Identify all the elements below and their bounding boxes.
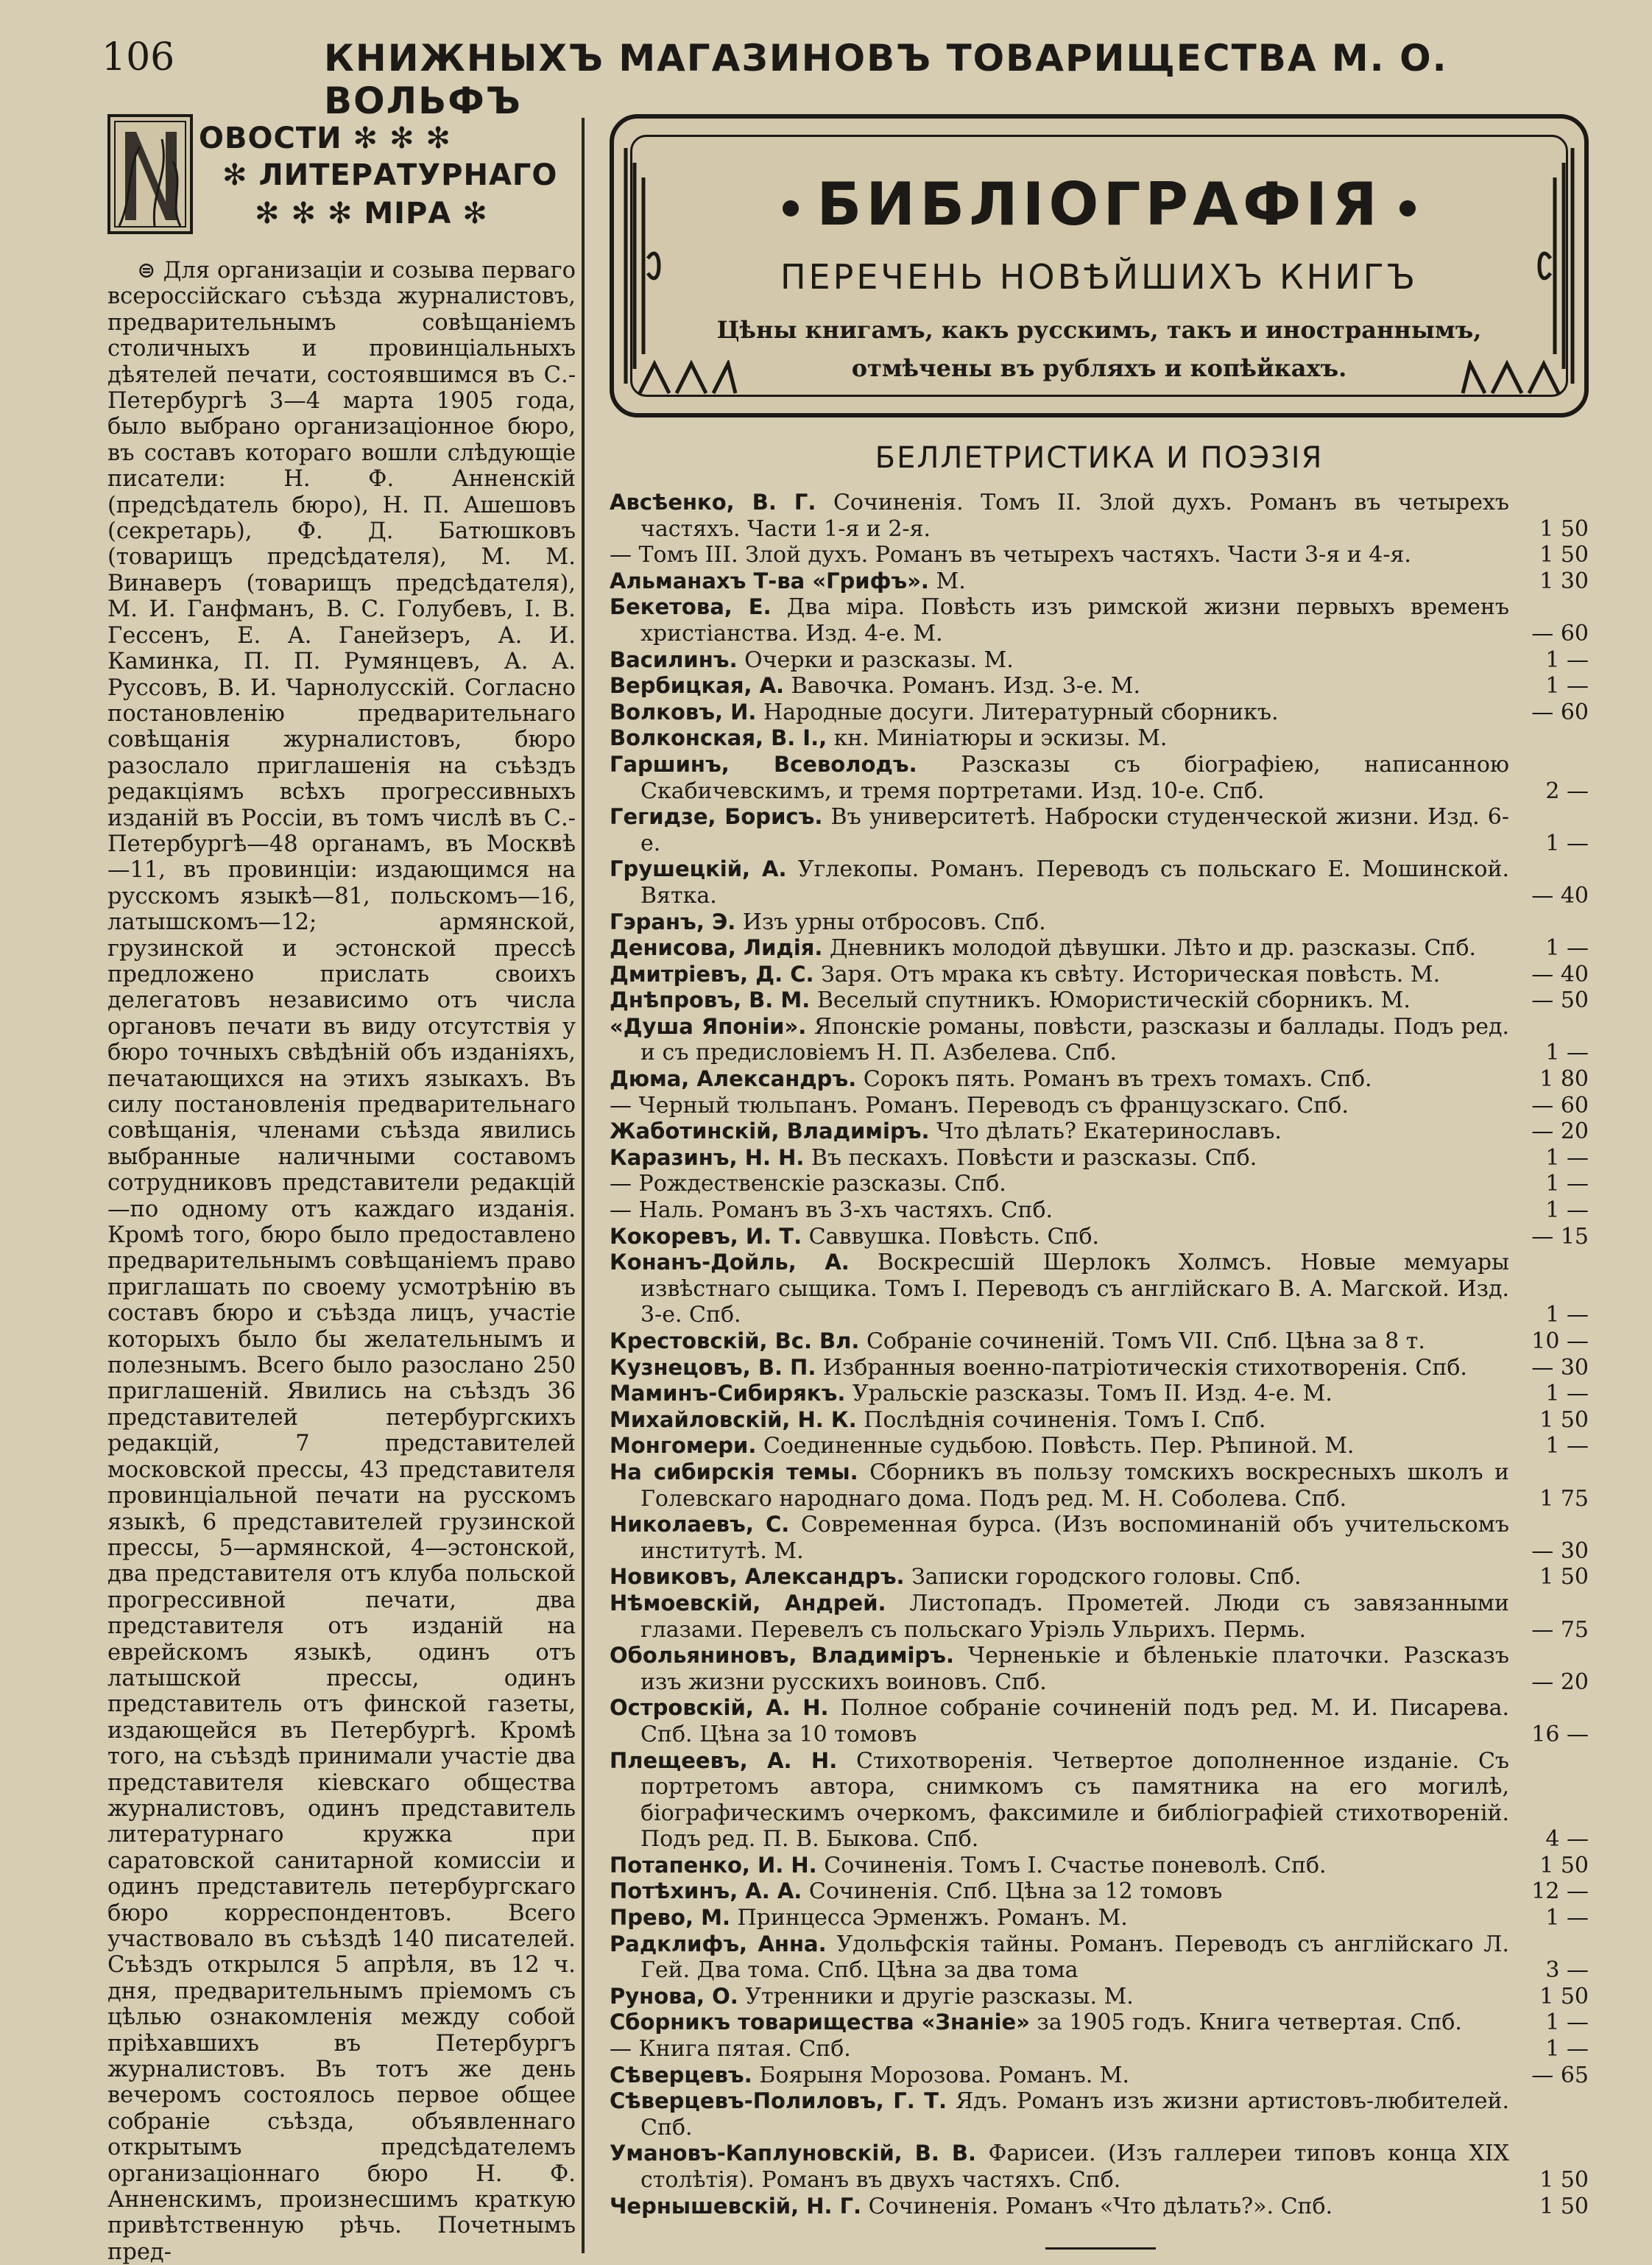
- book-entry: [610, 1591, 1589, 1643]
- book-description: — Книга пятая. Спб.: [610, 2036, 851, 2063]
- book-entry: [610, 1984, 1589, 2010]
- book-description: Заря. Отъ мрака къ свѣту. Историческая повѣсть. М.: [813, 961, 1441, 987]
- book-entry-text: [610, 962, 1509, 988]
- book-entry-text: [610, 2141, 1509, 2193]
- book-description: Соединенные судьбою. Повѣсть. Пер. Рѣпиной. М.: [756, 1433, 1355, 1459]
- bottom-rule: [1045, 2247, 1156, 2250]
- book-author: Маминъ-Сибирякъ.: [610, 1381, 846, 1406]
- book-description: Стихотворенія. Четвертое дополненное изданіе. Съ портретомъ автора, снимкомъ съ памятника на его могилѣ, біографическимъ очеркомъ, факсимиле и библіографіей стихотвореній. Подъ ред. П. В. Быкова. Спб.: [640, 1747, 1509, 1853]
- book-price: 1 —: [1545, 647, 1589, 673]
- book-entry: [610, 1355, 1589, 1381]
- book-entry-text: [610, 909, 1509, 936]
- book-author: Денисова, Лидія.: [610, 935, 823, 961]
- book-entry: [610, 594, 1589, 647]
- book-entry: [610, 1748, 1589, 1853]
- book-price: 1 —: [1545, 1381, 1589, 1407]
- book-entry-text: [610, 1984, 1509, 2010]
- book-entry-text: [610, 673, 1509, 700]
- book-author: Михайловскій, Н. К.: [610, 1406, 857, 1432]
- book-author: Сѣверцевъ.: [610, 2062, 752, 2088]
- book-price: — 20: [1531, 1669, 1589, 1695]
- book-price: 1 50: [1539, 1564, 1589, 1591]
- book-entry: [610, 1119, 1589, 1145]
- book-price: 1 —: [1545, 1905, 1589, 1931]
- book-description: Разсказы съ біографіею, написанною Скабичевскимъ, и тремя портретами. Изд. 10-е. Спб.: [640, 751, 1509, 804]
- book-description: Воскресшій Шерлокъ Холмсъ. Новые мемуары извѣстнаго сыщика. Томъ I. Переводъ съ англійскаго В. А. Магской. Изд. 3-е. Спб.: [640, 1250, 1509, 1328]
- book-entry: [610, 1433, 1589, 1459]
- book-entry-text: [610, 1171, 1509, 1197]
- book-entry-text: [610, 1224, 1509, 1250]
- book-description: Очерки и разсказы. М.: [737, 647, 1014, 673]
- book-description: Народные досуги. Литературный сборникъ.: [756, 699, 1279, 725]
- book-entry: [610, 2194, 1589, 2220]
- bullet-dot-icon: [783, 200, 799, 216]
- book-entry-text: [610, 804, 1509, 856]
- book-entry: [610, 542, 1589, 568]
- book-entry: [610, 1564, 1589, 1591]
- book-description: Утренники и другіе разсказы. М.: [738, 1983, 1134, 2009]
- book-description: Японскіе романы, повѣсти, разсказы и баллады. Подъ ред. и съ предисловіемъ Н. П. Азбелева. Спб.: [640, 1013, 1509, 1066]
- book-entry: [610, 1250, 1589, 1328]
- book-entry-text: [610, 1564, 1509, 1591]
- decorative-initial-letter: [107, 114, 193, 234]
- book-author: Островскій, А. Н.: [610, 1695, 829, 1721]
- book-author: Василинъ.: [610, 647, 738, 672]
- book-entry: [610, 1171, 1589, 1197]
- book-price: 1 —: [1545, 1197, 1589, 1224]
- book-price: 1 50: [1539, 2167, 1589, 2193]
- book-description: Изъ урны отбросовъ. Спб.: [735, 909, 1046, 935]
- book-entry: [610, 909, 1589, 936]
- section-heading: БЕЛЛЕТРИСТИКА И ПОЭЗІЯ: [875, 441, 1324, 475]
- book-entry-text: [610, 1931, 1509, 1984]
- column-divider: [582, 118, 585, 2253]
- book-list: [610, 490, 1589, 2219]
- book-description: Современная бурса. (Изъ воспоминаній объ учительскомъ институтѣ. М.: [640, 1512, 1510, 1564]
- book-description: Собраніе сочиненій. Томъ VII. Спб. Цѣна за 8 т.: [859, 1328, 1425, 1354]
- book-author: Каразинъ, Н. Н.: [610, 1144, 805, 1170]
- book-author: Монгомери.: [610, 1433, 757, 1459]
- book-author: Бекетова, Е.: [610, 594, 772, 620]
- book-entry: [610, 1093, 1589, 1119]
- book-entry-text: [610, 1853, 1509, 1879]
- book-author: Гэранъ, Э.: [610, 909, 736, 934]
- book-entry: [610, 1407, 1589, 1434]
- book-description: Веселый спутникъ. Юмористическій сборникъ. М.: [810, 987, 1411, 1014]
- news-title-line-2: ✻ ЛИТЕРАТУРНАГО: [222, 158, 558, 192]
- book-description: Уральскіе разсказы. Томъ II. Изд. 4-е. М.: [845, 1381, 1332, 1407]
- book-price: — 30: [1531, 1354, 1589, 1381]
- book-description: Боярыня Морозова. Романъ. М.: [752, 2062, 1130, 2088]
- book-entry: [610, 2036, 1589, 2063]
- book-description: Черненькіе и бѣленькіе платочки. Разсказъ изъ жизни русскихъ воиновъ. Спб.: [640, 1643, 1509, 1695]
- book-entry-text: [610, 568, 1509, 595]
- book-author: Конанъ-Дойль, А.: [610, 1250, 850, 1275]
- book-entry: [610, 1905, 1589, 1931]
- book-author: Авсѣенко, В. Г.: [610, 490, 816, 515]
- book-price: 1 75: [1539, 1485, 1589, 1512]
- book-description: кн. Миніатюры и эскизы. М.: [827, 725, 1168, 752]
- book-entry-text: [610, 725, 1509, 752]
- book-price: — 30: [1531, 1537, 1589, 1564]
- book-entry-text: [610, 2009, 1509, 2036]
- book-author: Николаевъ, С.: [610, 1512, 790, 1537]
- book-author: Плещеевъ, А. Н.: [610, 1747, 838, 1773]
- book-entry: [610, 1512, 1589, 1564]
- book-description: за 1905 годъ. Книга четвертая. Спб.: [1029, 2009, 1462, 2036]
- book-description: Сборникъ въ пользу томскихъ воскресныхъ школъ и Голевскаго народнаго дома. Подъ ред. М. Н. Соболева. Спб.: [640, 1459, 1509, 1512]
- book-price: — 15: [1531, 1223, 1589, 1250]
- book-entry: [610, 1931, 1589, 1984]
- book-entry: [610, 1066, 1589, 1093]
- book-entry-text: [610, 1250, 1509, 1328]
- book-description: Что дѣлать? Екатеринославъ.: [929, 1119, 1282, 1145]
- bibliography-title: [614, 170, 1584, 239]
- book-description: Сорокъ пять. Романъ въ трехъ томахъ. Спб.: [856, 1066, 1372, 1093]
- news-heading: [107, 114, 576, 250]
- book-description: Фарисеи. (Изъ галлереи типовъ конца XIX столѣтія). Романъ въ двухъ частяхъ. Спб.: [640, 2141, 1509, 2193]
- book-entry: [610, 1459, 1589, 1512]
- book-price: — 60: [1531, 1092, 1589, 1119]
- book-description: — Наль. Романъ въ 3-хъ частяхъ. Спб.: [610, 1197, 1053, 1224]
- book-entry: [610, 1853, 1589, 1879]
- book-price: 1 50: [1539, 542, 1589, 568]
- book-description: — Томъ III. Злой духъ. Романъ въ четырехъ частяхъ. Части 3-я и 4-я.: [610, 542, 1411, 568]
- book-author: Волконская, В. І.,: [610, 725, 827, 751]
- book-entry-text: [610, 1695, 1509, 1747]
- book-price: 1 —: [1545, 673, 1589, 700]
- book-entry-text: [610, 1066, 1509, 1093]
- book-author: Вербицкая, А.: [610, 673, 785, 699]
- book-entry: [610, 725, 1589, 752]
- book-price: 1 —: [1545, 935, 1589, 962]
- book-entry: [610, 1224, 1589, 1250]
- book-price: — 40: [1531, 882, 1589, 909]
- book-entry-text: [610, 2036, 1509, 2063]
- book-author: Радклифъ, Анна.: [610, 1931, 827, 1956]
- book-entry-text: [610, 2088, 1509, 2141]
- book-entry-text: [610, 1328, 1509, 1355]
- book-entry-text: [610, 1643, 1509, 1695]
- news-article-body: ⊜ Для организаціи и созыва перваго всероссійскаго съѣзда журналистовъ, предварительнымъ совѣщаніемъ столичныхъ и провинціальныхъ дѣятелей печати, состоявшимся въ С.-Петербургѣ 3—4 марта 1905 года, было выбрано организаціонное бюро, въ составъ котораго вошли слѣдующіе писатели: Н. Ф. Анненскій (предсѣдатель бюро), Н. П. Ашешовъ (секретарь), Ф. Д. Батюшковъ (товарищъ предсѣдателя), М. М. Винаверъ (товарищъ предсѣдателя), М. И. Ганфманъ, В. С. Голубевъ, І. В. Гессенъ, Е. А. Ганейзеръ, А. И. Каминка, П. П. Румянцевъ, А. А. Руссовъ, В. И. Чарнолусскій. Согласно постановленію предварительнаго совѣщанія журналистовъ, бюро разослало приглашенія на съѣздъ редакціямъ всѣхъ прогрессивныхъ изданій въ Россіи, въ томъ числѣ въ С.-Петербургѣ—48 органамъ, въ Москвѣ—11, въ провинціи: издающимся на русскомъ языкѣ—81, польскомъ—16, латышскомъ—12; армянской, грузинской и эстонской прессѣ предложено прислать своихъ делегатовъ независимо отъ числа органовъ печати въ виду отсутствія у бюро точныхъ свѣдѣній объ изданіяхъ, печатающихся на этихъ языкахъ. Въ силу постановленія предварительнаго совѣщанія, членами съѣзда явились выбранные наличными составомъ сотрудниковъ представители редакцій—по одному отъ каждаго изданія. Кромѣ того, бюро было предоставлено предварительнымъ совѣщаніемъ право приглашать по своему усмотрѣнію въ составъ бюро и съѣзда лицъ, участіе которыхъ было бы желательнымъ и полезнымъ. Всего было разослано 250 приглашеній. Явились на съѣздъ 36 представителей петербургскихъ редакцій, 7 представителей московской прессы, 43 представителя провинціальной печати на русскомъ языкѣ, 6 представителей грузинской прессы, 5—армянской, 4—эстонской, два представителя отъ клуба польской прогрессивной печати, два представителя отъ изданій на еврейскомъ языкѣ, одинъ отъ латышской прессы, одинъ представитель отъ финской газеты, издающейся въ Петербургѣ. Кромѣ того, на съѣздѣ принимали участіе два представителя кіевскаго общества журналистовъ, одинъ представитель литературнаго кружка при саратовской санитарной комиссіи и одинъ представитель петербургскаго бюро корреспондентовъ. Всего участвовало въ съѣздѣ 140 писателей. Съѣздъ открылся 5 апрѣля, въ 12 ч. дня, предварительнымъ пріемомъ съ цѣлью ознакомленія между собой пріѣхавшихъ въ Петербургъ журналистовъ. Въ тотъ же день вечеромъ состоялось первое общее собраніе съѣзда, объявленнаго открытымъ предсѣдателемъ организаціоннаго бюро Н. Ф. Анненскимъ, произнесшимъ краткую привѣтственную рѣчь. Почетнымъ пред-: [107, 258, 576, 2265]
- book-description: Вавочка. Романъ. Изд. 3-е. М.: [784, 673, 1141, 700]
- book-entry: [610, 2009, 1589, 2036]
- news-title-line-3: ✻ ✻ ✻ МІРА ✻: [255, 197, 488, 230]
- book-description: — Рождественскіе разсказы. Спб.: [610, 1171, 1006, 1197]
- book-entry-text: [610, 2063, 1509, 2089]
- book-description: Въ университетѣ. Наброски студенческой жизни. Изд. 6-е.: [640, 804, 1510, 856]
- bibliography-subtitle: ПЕРЕЧЕНЬ НОВѢЙШИХЪ КНИГЪ: [780, 257, 1419, 297]
- book-entry-text: [610, 856, 1509, 909]
- book-author: На сибирскія темы.: [610, 1459, 858, 1484]
- book-author: Кокоревъ, И. Т.: [610, 1223, 802, 1249]
- book-description: Листопадъ. Прометей. Люди съ завязанными глазами. Перевелъ съ польскаго Уріэль Ульрихъ. Пермь.: [640, 1590, 1509, 1643]
- page-number: 106: [102, 35, 175, 80]
- book-description: Углекопы. Романъ. Переводъ съ польскаго Е. Мошинской. Вятка.: [640, 856, 1510, 909]
- book-entry: [610, 700, 1589, 726]
- book-entry-text: [610, 1145, 1509, 1172]
- book-entry: [610, 1643, 1589, 1695]
- book-author: Новиковъ, Александръ.: [610, 1564, 905, 1590]
- book-price: 1 50: [1539, 1406, 1589, 1433]
- book-price: 10 —: [1531, 1328, 1589, 1354]
- book-description: Два міра. Повѣсть изъ римской жизни первыхъ временъ христіанства. Изд. 4-е. М.: [640, 594, 1509, 647]
- book-price: 1 —: [1545, 1040, 1589, 1066]
- book-entry-text: [610, 1512, 1509, 1564]
- book-description: Записки городского головы. Спб.: [904, 1564, 1302, 1591]
- book-description: Принцесса Эрменжъ. Романъ. М.: [730, 1905, 1128, 1931]
- book-price: — 60: [1531, 699, 1589, 725]
- book-entry: [610, 1145, 1589, 1172]
- book-author: Потѣхинъ, А. А.: [610, 1878, 802, 1904]
- book-author: Рунова, О.: [610, 1983, 738, 2009]
- book-price: 1 —: [1545, 1171, 1589, 1197]
- book-entry: [610, 1695, 1589, 1747]
- book-entry-text: [610, 594, 1509, 647]
- book-entry: [610, 647, 1589, 674]
- book-price: 1 50: [1539, 2193, 1589, 2219]
- book-author: Альманахъ Т-ва «Грифъ».: [610, 568, 929, 593]
- book-price: 1 —: [1545, 1144, 1589, 1171]
- book-author: Волковъ, И.: [610, 699, 757, 725]
- book-entry-text: [610, 700, 1509, 726]
- book-price: 12 —: [1531, 1878, 1589, 1905]
- bullet-dot-icon: [1399, 200, 1416, 216]
- book-description: Сочиненія. Романъ «Что дѣлать?». Спб.: [861, 2193, 1333, 2219]
- book-price: 16 —: [1531, 1721, 1589, 1747]
- book-author: Жаботинскій, Владиміръ.: [610, 1119, 930, 1144]
- book-entry-text: [610, 542, 1509, 568]
- book-author: Чернышевскій, Н. Г.: [610, 2193, 862, 2219]
- book-entry-text: [610, 1355, 1509, 1381]
- book-price: 1 50: [1539, 1983, 1589, 2009]
- book-description: Сочиненія. Томъ II. Злой духъ. Романъ въ четырехъ частяхъ. Части 1-я и 2-я.: [640, 490, 1509, 542]
- book-price: 1 —: [1545, 1302, 1589, 1328]
- book-entry: [610, 962, 1589, 988]
- book-author: Обольяниновъ, Владиміръ.: [610, 1643, 954, 1669]
- book-entry: [610, 1014, 1589, 1066]
- news-column: [107, 114, 576, 2265]
- book-description: Полное собраніе сочиненій подъ ред. М. И. Писарева. Спб. Цѣна за 10 томовъ: [640, 1695, 1509, 1747]
- book-author: Сѣверцевъ-Полиловъ, Г. Т.: [610, 2088, 947, 2114]
- news-title-line-1: ОВОСТИ ✻ ✻ ✻: [199, 121, 451, 155]
- price-note-line-1: Цѣны книгамъ, какъ русскимъ, такъ и иностраннымъ,: [716, 316, 1482, 344]
- book-description: Въ пескахъ. Повѣсти и разсказы. Спб.: [804, 1144, 1257, 1171]
- book-price: 3 —: [1545, 1957, 1589, 1984]
- book-description: Послѣднія сочиненія. Томъ I. Спб.: [856, 1406, 1266, 1433]
- book-author: «Душа Японіи».: [610, 1013, 807, 1039]
- book-entry-text: [610, 647, 1509, 674]
- book-description: Сочиненія. Томъ I. Счастье поневолѣ. Спб.: [816, 1852, 1327, 1878]
- book-entry-text: [610, 1905, 1509, 1931]
- book-price: — 75: [1531, 1616, 1589, 1643]
- price-note-line-2: отмѣчены въ рубляхъ и копѣйкахъ.: [851, 354, 1347, 382]
- book-price: 1 50: [1539, 1852, 1589, 1878]
- book-description: — Черный тюльпанъ. Романъ. Переводъ съ французскаго. Спб.: [610, 1092, 1349, 1119]
- book-price: 1 80: [1539, 1066, 1589, 1093]
- book-entry-text: [610, 935, 1509, 962]
- book-author: Кузнецовъ, В. П.: [610, 1354, 816, 1380]
- book-description: М.: [928, 568, 966, 594]
- running-title: КНИЖНЫХЪ МАГАЗИНОВЪ ТОВАРИЩЕСТВА М. О. ВОЛЬФЪ: [324, 37, 1448, 122]
- book-author: Дюма, Александръ.: [610, 1066, 857, 1092]
- book-author: Крестовскій, Вс. Вл.: [610, 1328, 860, 1353]
- book-entry: [610, 752, 1589, 804]
- book-entry-text: [610, 1407, 1509, 1434]
- book-price: 1 —: [1545, 2036, 1589, 2063]
- book-price: 4 —: [1545, 1826, 1589, 1853]
- book-entry-text: [610, 1748, 1509, 1853]
- book-author: Потапенко, И. Н.: [610, 1852, 817, 1878]
- book-entry-text: [610, 1591, 1509, 1643]
- book-price: 1 30: [1539, 568, 1589, 594]
- book-entry-text: [610, 1093, 1509, 1119]
- book-entry-text: [610, 1381, 1509, 1407]
- book-entry-text: [610, 2194, 1509, 2220]
- book-author: Прево, М.: [610, 1905, 730, 1931]
- book-description: Избранныя военно-патріотическія стихотворенія. Спб.: [816, 1354, 1467, 1381]
- book-author: Дмитріевъ, Д. С.: [610, 961, 814, 987]
- book-entry-text: [610, 1197, 1509, 1224]
- book-entry: [610, 987, 1589, 1014]
- book-entry-text: [610, 490, 1509, 542]
- book-price: — 50: [1531, 987, 1589, 1014]
- book-entry-text: [610, 752, 1509, 804]
- book-author: Гегидзе, Борисъ.: [610, 804, 823, 830]
- book-price: — 20: [1531, 1119, 1589, 1145]
- book-price: 1 —: [1545, 2009, 1589, 2036]
- book-price: — 65: [1531, 2062, 1589, 2088]
- book-entry: [610, 1197, 1589, 1224]
- book-price: 1 —: [1545, 830, 1589, 856]
- book-author: Грушецкій, А.: [610, 856, 787, 882]
- book-entry: [610, 490, 1589, 542]
- book-entry: [610, 935, 1589, 962]
- bibliography-column: [610, 114, 1589, 2219]
- book-entry: [610, 804, 1589, 856]
- book-entry: [610, 673, 1589, 700]
- book-description: Дневникъ молодой дѣвушки. Лѣто и др. разсказы. Спб.: [822, 935, 1477, 962]
- book-entry: [610, 2141, 1589, 2193]
- book-author: Днѣпровъ, В. М.: [610, 987, 811, 1013]
- book-description: Саввушка. Повѣсть. Спб.: [802, 1223, 1100, 1250]
- book-entry: [610, 1328, 1589, 1355]
- book-price: 1 —: [1545, 1433, 1589, 1459]
- book-entry: [610, 2088, 1589, 2141]
- bibliography-frame: [610, 114, 1589, 418]
- book-entry-text: [610, 987, 1509, 1014]
- book-description: Ядъ. Романъ изъ жизни артистовъ-любителей. Спб.: [640, 2088, 1510, 2141]
- book-entry-text: [610, 1459, 1509, 1512]
- book-price: 2 —: [1545, 778, 1589, 804]
- book-price: — 40: [1531, 961, 1589, 987]
- book-author: Умановъ-Каплуновскій, В. В.: [610, 2141, 977, 2166]
- book-price: — 60: [1531, 620, 1589, 647]
- bibliography-title-text: БИБЛІОГРАФІЯ: [816, 170, 1382, 239]
- book-author: Сборникъ товарищества «Знаніе»: [610, 2009, 1030, 2035]
- book-entry: [610, 568, 1589, 595]
- page-header: [0, 22, 1652, 122]
- book-entry: [610, 856, 1589, 909]
- book-description: Сочиненія. Спб. Цѣна за 12 томовъ: [802, 1878, 1223, 1905]
- book-entry: [610, 2063, 1589, 2089]
- book-price: 1 50: [1539, 515, 1589, 542]
- book-entry-text: [610, 1878, 1509, 1905]
- book-entry: [610, 1878, 1589, 1905]
- book-author: Гаршинъ, Всеволодъ.: [610, 751, 917, 777]
- book-entry: [610, 1381, 1589, 1407]
- book-author: Нѣмоевскій, Андрей.: [610, 1590, 886, 1616]
- book-entry-text: [610, 1119, 1509, 1145]
- book-entry-text: [610, 1433, 1509, 1459]
- book-entry-text: [610, 1014, 1509, 1066]
- book-description: Удольфскія тайны. Романъ. Переводъ съ англійскаго Л. Гей. Два тома. Спб. Цѣна за два тома: [640, 1931, 1509, 1984]
